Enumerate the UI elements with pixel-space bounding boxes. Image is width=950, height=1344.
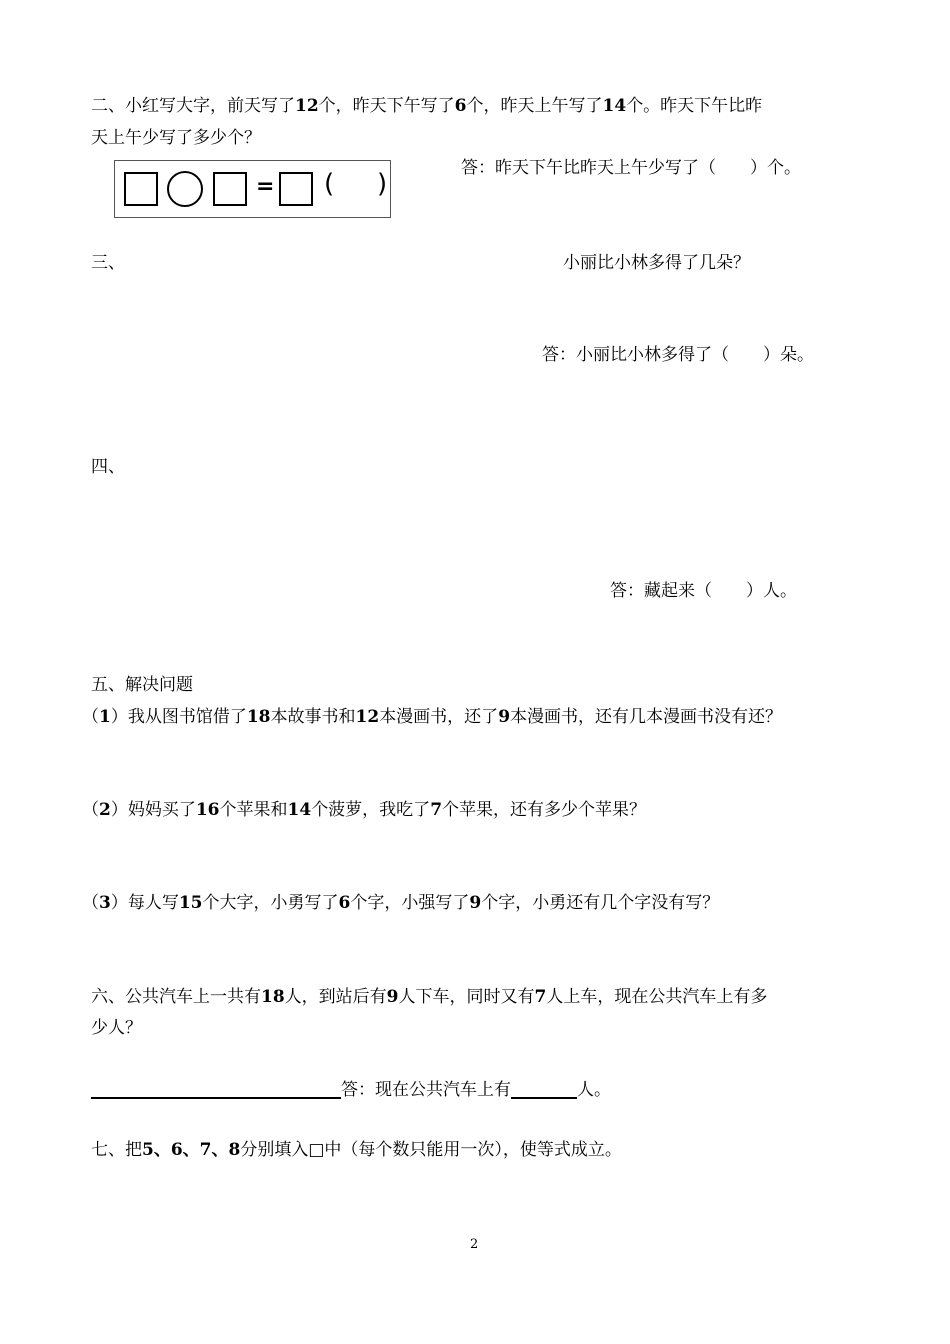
- answer-blank[interactable]: [511, 1079, 577, 1099]
- q6-line1: 六、公共汽车上一共有18人，到站后有9人下车，同时又有7人上车，现在公共汽车上有多: [91, 987, 768, 1007]
- q4-label: 四、: [91, 457, 125, 477]
- page-number: 2: [470, 1237, 479, 1252]
- equals-sign: =: [256, 174, 275, 199]
- q2-line1: 二、小红写大字，前天写了12个，昨天下午写了6个，昨天上午写了14个。昨天下午比昨: [91, 96, 763, 116]
- q3-answer: 答：小丽比小林多得了（ ）朵。: [542, 345, 814, 365]
- q3-question: 小丽比小林多得了几朵？: [563, 253, 750, 273]
- q5-problem-2: （2）妈妈买了16个苹果和14个菠萝，我吃了7个苹果，还有多少个苹果？: [82, 800, 647, 820]
- equation-template-box: [114, 160, 391, 218]
- q2-answer: 答：昨天下午比昨天上午少写了（ ）个。: [461, 158, 801, 178]
- square-blank: [124, 172, 158, 206]
- work-blank[interactable]: [91, 1079, 341, 1099]
- q5-problem-1: （1）我从图书馆借了18本故事书和12本漫画书，还了9本漫画书，还有几本漫画书没有还？: [82, 707, 783, 727]
- q4-answer: 答：藏起来（ ）人。: [610, 581, 797, 601]
- q5-title: 五、解决问题: [91, 675, 193, 695]
- paren-left: (: [324, 169, 335, 199]
- q3-label: 三、: [91, 253, 125, 273]
- q6-answer-line: 答：现在公共汽车上有 人。: [91, 1079, 611, 1100]
- q6-line2: 少人？: [91, 1018, 142, 1038]
- q2-line2: 天上午少写了多少个？: [91, 128, 261, 148]
- q7-line: 七、把5、6、7、8分别填入□中（每个数只能用一次），使等式成立。: [91, 1140, 622, 1160]
- q5-problem-3: （3）每人写15个大字，小勇写了6个字，小强写了9个字，小勇还有几个字没有写？: [82, 893, 720, 913]
- square-blank: [279, 172, 313, 206]
- square-blank: [213, 172, 247, 206]
- circle-operator-blank: [167, 171, 203, 207]
- paren-right: ): [377, 169, 388, 199]
